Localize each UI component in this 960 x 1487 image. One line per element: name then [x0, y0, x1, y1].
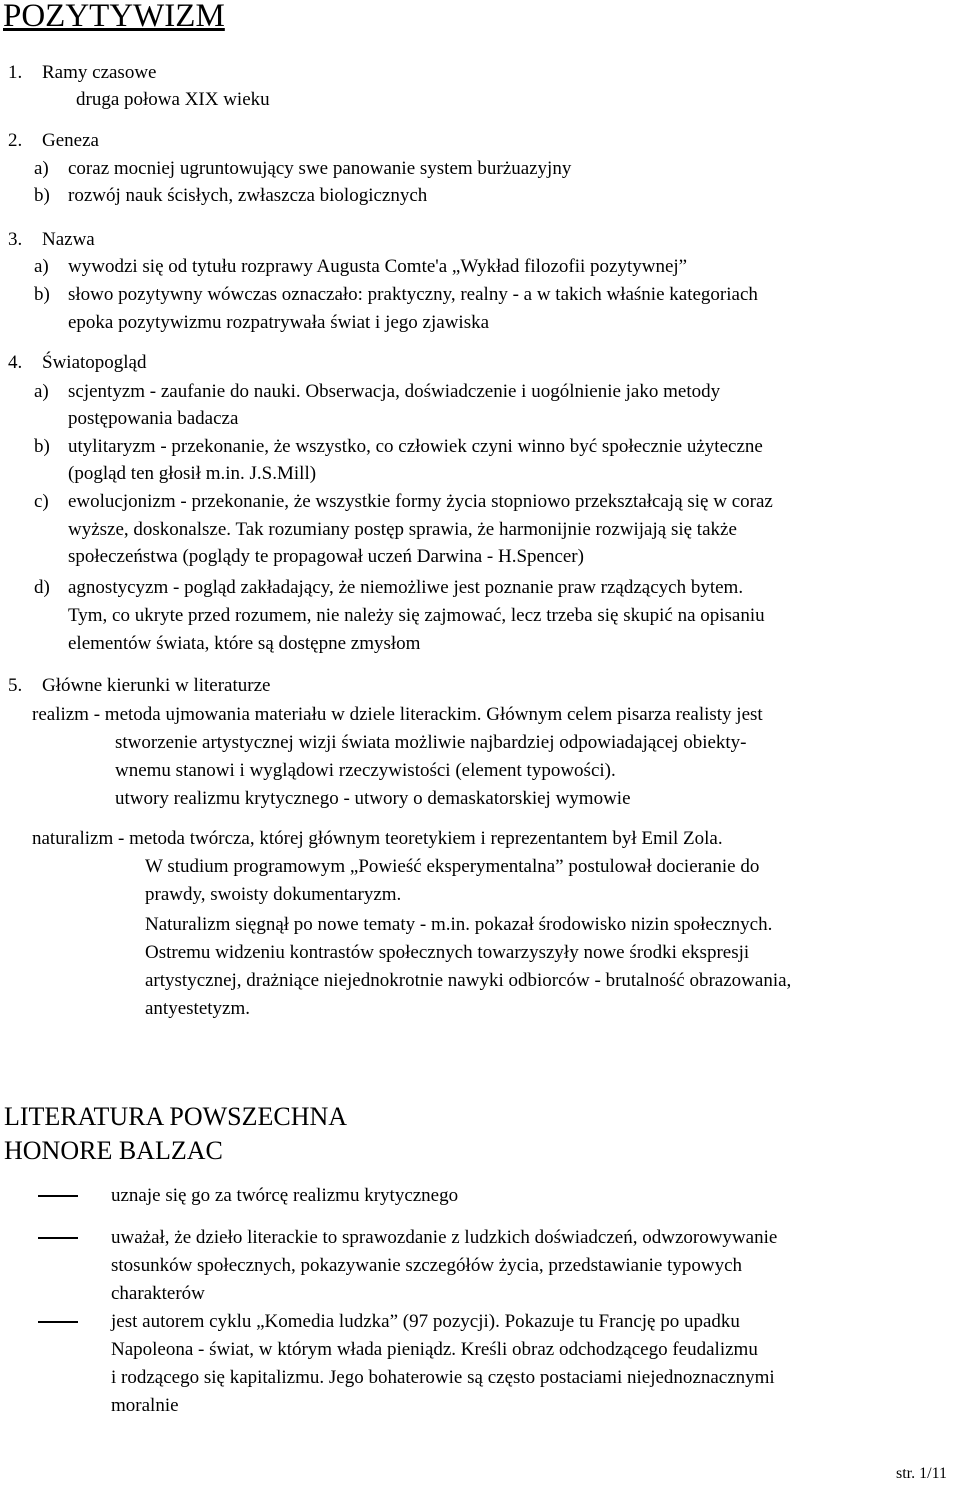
list-item	[34, 182, 427, 209]
item-text: coraz mocniej ugruntowujący swe panowanie system burżuazyjny	[68, 158, 572, 179]
list-item	[34, 433, 763, 460]
page-title: POZYTYWIZM	[3, 0, 225, 34]
naturalizm-paragraph-line: Naturalizm sięgnął po nowe tematy - m.in. pokazał środowisko nizin społecznych.	[145, 914, 773, 935]
item-marker: d)	[34, 577, 50, 598]
section-title: Główne kierunki w literaturze	[42, 675, 271, 696]
item-marker: b)	[34, 436, 50, 457]
item-text-continued: postępowania badacza	[68, 408, 239, 429]
item-text: ewolucjonizm - przekonanie, że wszystkie formy życia stopniowo przekształcają się w coraz	[68, 491, 773, 512]
section-5-heading	[8, 672, 270, 699]
list-item	[34, 378, 720, 405]
realizm-paragraph-line: stworzenie artystycznej wizji świata możliwie najbardziej odpowiadającej obiekty-	[115, 732, 747, 753]
item-text-continued: epoka pozytywizmu rozpatrywała świat i jego zjawiska	[68, 312, 490, 333]
bullet-item: jest autorem cyklu „Komedia ludzka” (97 pozycji). Pokazuje tu Francję po upadku	[111, 1311, 740, 1332]
section-number: 4.	[8, 352, 23, 373]
item-text: scjentyzm - zaufanie do nauki. Obserwacja, doświadczenie i uogólnienie jako metody	[68, 381, 721, 402]
author-heading: HONORE BALZAC	[4, 1136, 223, 1165]
literature-heading: LITERATURA POWSZECHNA	[4, 1102, 348, 1131]
item-text: słowo pozytywny wówczas oznaczało: praktyczny, realny - a w takich właśnie kategoriach	[68, 284, 758, 305]
section-number: 5.	[8, 675, 23, 696]
item-text-continued: (pogląd ten głosił m.in. J.S.Mill)	[68, 463, 317, 484]
section-title: Nazwa	[42, 229, 95, 250]
bullet-item-line: moralnie	[111, 1395, 179, 1416]
bullet-dash	[38, 1237, 78, 1239]
item-text: rozwój nauk ścisłych, zwłaszcza biologicznych	[68, 185, 428, 206]
item-text-continued: Tym, co ukryte przed rozumem, nie należy się zajmować, lecz trzeba się skupić na opisaniu	[68, 605, 765, 626]
section-1-text: druga połowa XIX wieku	[76, 89, 270, 110]
bullet-dash	[38, 1321, 78, 1323]
item-text-continued: wyższe, doskonalsze. Tak rozumiany postęp sprawia, że harmonijnie rozwijają się także	[68, 519, 737, 540]
section-number: 1.	[8, 62, 23, 83]
item-marker: b)	[34, 185, 50, 206]
bullet-item-line: charakterów	[111, 1283, 205, 1304]
list-item	[34, 574, 743, 601]
list-item	[34, 488, 773, 515]
realizm-paragraph: realizm - metoda ujmowania materiału w dziele literackim. Głównym celem pisarza realisty jest	[32, 704, 763, 725]
list-item	[34, 253, 687, 280]
bullet-item-line: Napoleona - świat, w którym włada pieniądz. Kreśli obraz odchodzącego feudalizmu	[111, 1339, 758, 1360]
section-1-heading	[8, 59, 156, 86]
naturalizm-paragraph-line: Ostremu widzeniu kontrastów społecznych towarzyszyły nowe środki ekspresji	[145, 942, 750, 963]
list-item	[34, 155, 571, 182]
item-marker: a)	[34, 381, 49, 402]
section-title: Światopogląd	[42, 352, 147, 373]
item-text-continued: społeczeństwa (poglądy te propagował uczeń Darwina - H.Spencer)	[68, 546, 584, 567]
section-number: 3.	[8, 229, 23, 250]
naturalizm-paragraph-line: artystycznej, drażniące niejednokrotnie nawyki odbiorców - brutalność obrazowania,	[145, 970, 792, 991]
item-marker: a)	[34, 256, 49, 277]
section-3-heading	[8, 226, 95, 253]
page-number: str. 1/11	[896, 1465, 947, 1482]
section-title: Ramy czasowe	[42, 62, 157, 83]
section-number: 2.	[8, 130, 23, 151]
bullet-item-line: stosunków społecznych, pokazywanie szczegółów życia, przedstawianie typowych	[111, 1255, 743, 1276]
realizm-paragraph-line: utwory realizmu krytycznego - utwory o demaskatorskiej wymowie	[115, 788, 631, 809]
item-text: utylitaryzm - przekonanie, że wszystko, co człowiek czyni winno być społecznie użyteczne	[68, 436, 763, 457]
naturalizm-paragraph: naturalizm - metoda twórcza, której głównym teoretykiem i reprezentantem był Emil Zola.	[32, 828, 723, 849]
section-title: Geneza	[42, 130, 99, 151]
item-marker: b)	[34, 284, 50, 305]
section-2-heading	[8, 127, 99, 154]
item-marker: c)	[34, 491, 49, 512]
list-item	[34, 281, 758, 308]
item-text-continued: elementów świata, które są dostępne zmysłom	[68, 633, 421, 654]
naturalizm-paragraph-line: W studium programowym „Powieść eksperymentalna” postulował docieranie do	[145, 856, 760, 877]
bullet-item: uznaje się go za twórcę realizmu krytycznego	[111, 1185, 459, 1206]
item-text: agnostycyzm - pogląd zakładający, że niemożliwe jest poznanie praw rządzących bytem.	[68, 577, 744, 598]
naturalizm-paragraph-line: prawdy, swoisty dokumentaryzm.	[145, 884, 402, 905]
realizm-paragraph-line: wnemu stanowi i wyglądowi rzeczywistości (element typowości).	[115, 760, 616, 781]
bullet-item: uważał, że dzieło literackie to sprawozdanie z ludzkich doświadczeń, odwzorowywanie	[111, 1227, 778, 1248]
bullet-dash	[38, 1195, 78, 1197]
naturalizm-paragraph-line: antyestetyzm.	[145, 998, 250, 1019]
section-4-heading	[8, 349, 147, 376]
item-text: wywodzi się od tytułu rozprawy Augusta Comte'a „Wykład filozofii pozytywnej”	[68, 256, 688, 277]
bullet-item-line: i rodzącego się kapitalizmu. Jego bohaterowie są często postaciami niejednoznacznymi	[111, 1367, 775, 1388]
item-marker: a)	[34, 158, 49, 179]
